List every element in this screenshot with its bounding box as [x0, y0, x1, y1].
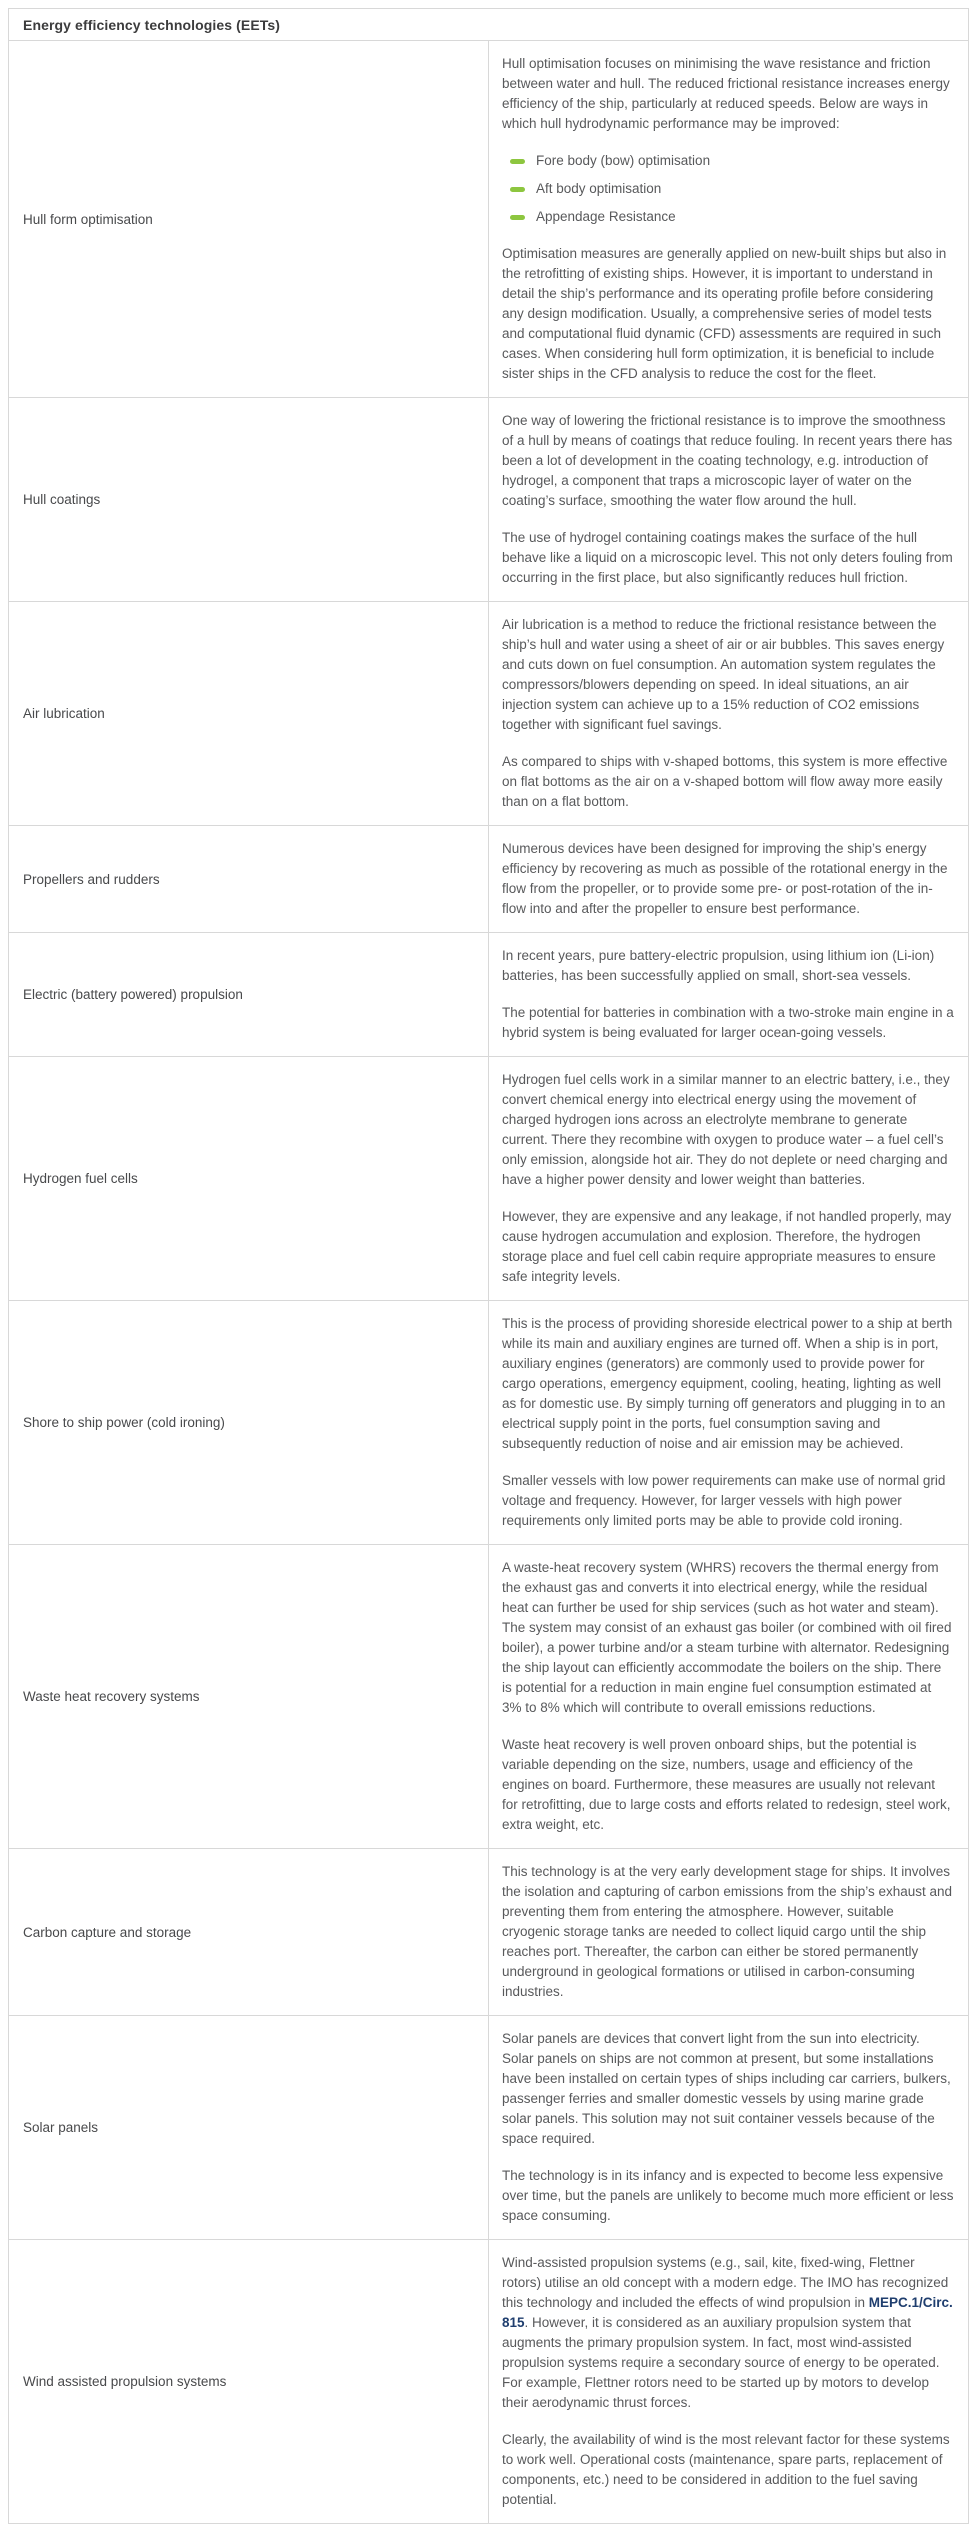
table-title: Energy efficiency technologies (EETs) — [9, 9, 969, 41]
table-row — [9, 933, 969, 1057]
paragraph: Optimisation measures are generally applied on new-built ships but also in the retrofitting of existing ships. However, it is important to understand in detail the ship’s performance and its operating profile before considering any design modification. Usually, a comprehensive series of model tests and computational fluid dynamic (CFD) assessments are required in such cases. When considering hull form optimization, it is beneficial to include sister ships in the CFD analysis to reduce the cost for the fleet. — [502, 246, 947, 381]
row-label — [9, 1057, 489, 1301]
table-row — [9, 1849, 969, 2016]
list-item-text: Appendage Resistance — [536, 209, 676, 224]
list-item — [510, 179, 954, 199]
table-row — [9, 41, 969, 398]
table-row — [9, 2016, 969, 2240]
row-label — [9, 1849, 489, 2016]
paragraph: As compared to ships with v-shaped bottoms, this system is more effective on flat bottoms as the air on a v-shaped bottom will flow away more easily than on a flat bottom. — [502, 754, 948, 809]
paragraph: Hull optimisation focuses on minimising the wave resistance and friction between water and hull. The reduced frictional resistance increases energy efficiency of the ship, particularly at reduced speeds. Below are ways in which hull hydrodynamic performance may be improved: — [502, 56, 950, 131]
dash-bullet-icon — [510, 187, 525, 192]
list-item — [510, 151, 954, 171]
paragraph: Clearly, the availability of wind is the most relevant factor for these systems to work well. Operational costs (maintenance, spare parts, replacement of components, etc.) need to be considered in addition to the fuel saving potential. — [502, 2432, 950, 2507]
row-label-text: Carbon capture and storage — [23, 1924, 192, 1940]
paragraph: This technology is at the very early development stage for ships. It involves the isolation and capturing of carbon emissions from the ship’s exhaust and preventing them from entering the atmosphere. However, suitable cryogenic storage tanks are needed to collect liquid cargo until the ship reaches port. Thereafter, the carbon can either be stored permanently underground in geological formations or utilised in carbon-consuming industries. — [502, 1864, 953, 1999]
list-item — [510, 207, 954, 227]
row-label-text: Electric (battery powered) propulsion — [23, 987, 243, 1002]
row-content — [489, 2016, 969, 2240]
paragraph: Solar panels are devices that convert light from the sun into electricity. Solar panels on ships are not common at present, but some installations have been installed on certain types of ships including car carriers, bulkers, passenger ferries and smaller domestic vessels by using marine grade solar panels. This solution may not suit container vessels because of the space required. — [502, 2031, 951, 2146]
table-row — [9, 1545, 969, 1849]
row-label-text: Waste heat recovery systems — [23, 1689, 200, 1704]
row-label — [9, 1301, 489, 1545]
paragraph: One way of lowering the frictional resistance is to improve the smoothness of a hull by means of coatings that reduce fouling. In recent years there has been a lot of development in the coating technology, e.g. introduction of hydrogel, a component that traps a microscopic layer of water on the coating’s surface, smoothing the water flow around the hull. — [502, 413, 953, 508]
row-label — [9, 41, 489, 398]
row-label-text: Shore to ship power (cold ironing) — [23, 1415, 225, 1430]
list-item-text: Aft body optimisation — [536, 181, 662, 196]
table-row — [9, 602, 969, 826]
table-row — [9, 1301, 969, 1545]
dash-bullet-icon — [510, 159, 525, 164]
row-label-text: Hull coatings — [23, 492, 101, 507]
paragraph: Air lubrication is a method to reduce the frictional resistance between the ship’s hull and water using a sheet of air or air bubbles. This saves energy and cuts down on fuel consumption. An automation system regulates the compressors/blowers depending on speed. In ideal situations, an air injection system can achieve up to a 15% reduction of CO2 emissions together with significant fuel savings. — [502, 617, 945, 732]
row-label-text: Hydrogen fuel cells — [23, 1171, 138, 1186]
paragraph: In recent years, pure battery-electric propulsion, using lithium ion (Li-ion) batteries, has been successfully applied on small, short-sea vessels. — [502, 948, 935, 983]
row-content — [489, 41, 969, 398]
row-label-text: Hull form optimisation — [23, 211, 153, 227]
row-content — [489, 1301, 969, 1545]
row-content — [489, 2240, 969, 2524]
row-content — [489, 826, 969, 933]
row-label-text: Wind assisted propulsion systems — [23, 2374, 227, 2389]
table-row — [9, 1057, 969, 1301]
paragraph: Hydrogen fuel cells work in a similar manner to an electric battery, i.e., they convert chemical energy into electrical energy using the movement of charged hydrogen ions across an electrolyte membrane to generate current. There they recombine with oxygen to produce water – a fuel cell’s only emission, alongside hot air. They do not deplete or need charging and have a higher power density and lower weight than batteries. — [502, 1072, 950, 1187]
row-content — [489, 1057, 969, 1301]
paragraph: The potential for batteries in combination with a two-stroke main engine in a hybrid system is being evaluated for larger ocean-going vessels. — [502, 1005, 954, 1040]
paragraph: A waste-heat recovery system (WHRS) recovers the thermal energy from the exhaust gas and converts it into electrical energy, while the residual heat can further be used for ship services (such as hot water and steam). The system may consist of an exhaust gas boiler (or combined with oil fired boiler), a power turbine and/or a steam turbine with alternator. Redesigning the ship layout can efficiently accommodate the boilers on the ship. There is potential for a reduction in main engine fuel consumption estimated at 3% to 8% which will contribute to overall emissions reductions. — [502, 1560, 952, 1715]
table-row — [9, 826, 969, 933]
mepc-circ-815-link[interactable]: MEPC.1/Circ. 815 — [502, 2295, 953, 2330]
table-row — [9, 2240, 969, 2524]
row-label — [9, 826, 489, 933]
paragraph-text: Wind-assisted propulsion systems (e.g., sail, kite, fixed-wing, Flettner rotors) utilise an old concept with a modern edge. The IMO has recognized this technology and included the effects of wind propulsion in — [502, 2255, 949, 2310]
row-label — [9, 1545, 489, 1849]
row-content — [489, 1545, 969, 1849]
row-label-text: Solar panels — [23, 2120, 99, 2135]
paragraph: This is the process of providing shoreside electrical power to a ship at berth while its main and auxiliary engines are turned off. When a ship is in port, auxiliary engines (generators) are commonly used to provide power for cargo operations, emergency equipment, cooling, heating, lighting as well as for domestic use. By simply turning off generators and plugging in to an electrical supply point in the ports, fuel consumption saving and subsequently reduction of noise and air emission may be achieved. — [502, 1316, 953, 1451]
row-label-text: Propellers and rudders — [23, 871, 160, 887]
row-label — [9, 2016, 489, 2240]
paragraph: Numerous devices have been designed for improving the ship’s energy efficiency by recovering as much as possible of the rotational energy in the flow from the propeller, or to provide some pre- or post-rotation of the in-flow into and after the propeller to ensure best performance. — [502, 841, 948, 916]
row-label — [9, 933, 489, 1057]
bullet-list — [502, 151, 954, 227]
paragraph: However, they are expensive and any leakage, if not handled properly, may cause hydrogen accumulation and explosion. Therefore, the hydrogen storage place and fuel cell cabin require appropriate measures to ensure safe integrity levels. — [502, 1209, 952, 1284]
row-label-text: Air lubrication — [23, 706, 105, 721]
dash-bullet-icon — [510, 215, 525, 220]
paragraph-text: . However, it is considered as an auxiliary propulsion system that augments the primary propulsion system. In fact, most wind-assisted propulsion systems require a secondary source of energy to be operated. For example, Flettner rotors need to be started up by motors to develop their aerodynamic thrust forces. — [502, 2315, 940, 2410]
paragraph-with-link — [502, 2253, 954, 2413]
paragraph: The technology is in its infancy and is expected to become less expensive over time, but the panels are unlikely to become much more efficient or less space consuming. — [502, 2168, 954, 2223]
row-content — [489, 398, 969, 602]
table-header-row — [9, 9, 969, 41]
list-item-text: Fore body (bow) optimisation — [536, 153, 711, 168]
row-content — [489, 933, 969, 1057]
row-label — [9, 602, 489, 826]
paragraph: The use of hydrogel containing coatings makes the surface of the hull behave like a liquid on a microscopic level. This not only deters fouling from occurring in the first place, but also significantly reduces hull friction. — [502, 530, 953, 585]
eet-table — [8, 8, 969, 2524]
paragraph: Smaller vessels with low power requirements can make use of normal grid voltage and frequency. However, for larger vessels with high power requirements only limited ports may be able to provide cold ironing. — [502, 1473, 946, 1528]
row-content — [489, 602, 969, 826]
row-content — [489, 1849, 969, 2016]
table-row — [9, 398, 969, 602]
paragraph: Waste heat recovery is well proven onboard ships, but the potential is variable depending on the size, numbers, usage and efficiency of the engines on board. Furthermore, these measures are usually not relevant for retrofitting, due to large costs and efforts related to redesign, steel work, extra weight, etc. — [502, 1737, 951, 1832]
row-label — [9, 398, 489, 602]
row-label — [9, 2240, 489, 2524]
